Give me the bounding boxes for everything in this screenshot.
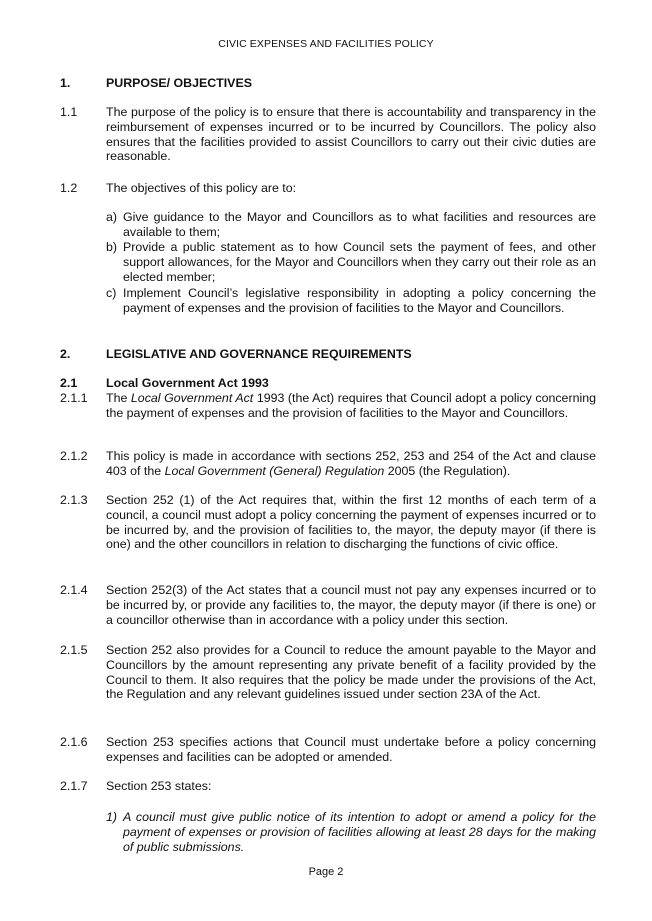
- section-2-title: LEGISLATIVE AND GOVERNANCE REQUIREMENTS: [106, 347, 412, 361]
- para-2-1-5-number: 2.1.5: [60, 643, 88, 657]
- quoted-provision: [106, 810, 596, 854]
- objective-item-b: [106, 240, 596, 284]
- regulation-title-italic: Local Government (General) Regulation: [164, 463, 385, 478]
- para-2-1-3-text: Section 252 (1) of the Act requires that, within the first 12 months of each term of a council, a council must adopt a policy concerning the payment of expenses incurred or to be incurred by, and the provision of facilities to, the mayor, the deputy mayor (if there is one) and the other councillors in relation to discharging the functions of civic office.: [106, 493, 596, 552]
- list-text: Implement Council’s legislative responsibility in adopting a policy concerning the payment of expenses and the provision of facilities to the Mayor and Councillors.: [123, 286, 596, 315]
- para-1-2-text: The objectives of this policy are to:: [106, 181, 297, 195]
- list-marker: a): [106, 210, 118, 224]
- para-1-2-number: 1.2: [60, 181, 78, 195]
- subsection-2-1-number: 2.1: [60, 376, 78, 390]
- quote-text: A council must give public notice of its intention to adopt or amend a policy for the payment of expenses or provision of facilities allowing at least 28 days for the making of public submissions.: [123, 810, 596, 854]
- text-run: The: [106, 391, 131, 405]
- running-header: CIVIC EXPENSES AND FACILITIES POLICY: [218, 38, 434, 50]
- text-run: 2005 (the Regulation).: [384, 463, 511, 478]
- objective-item-c: [106, 286, 596, 316]
- para-2-1-2-text: [106, 449, 596, 479]
- para-2-1-6-number: 2.1.6: [60, 735, 88, 749]
- para-2-1-5-text: Section 252 also provides for a Council to reduce the amount payable to the Mayor and Councillors by the amount representing any private benefit of a facility provided by the Council to them. It also requires that the policy be made under the provisions of the Act, the Regulation and any relevant guidelines issued under section 23A of the Act.: [106, 643, 596, 702]
- para-2-1-4-number: 2.1.4: [60, 583, 88, 597]
- list-marker: b): [106, 240, 118, 254]
- para-1-1-text: The purpose of the policy is to ensure that there is accountability and transparency in the reimbursement of expenses incurred or to be incurred by Councillors. The policy also ensures that the facilities provided to assist Councillors to carry out their civic duties are reasonable.: [106, 105, 596, 164]
- list-text: Provide a public statement as to how Council sets the payment of fees, and other support allowances, for the Mayor and Councillors when they carry out their role as an elected member;: [123, 240, 596, 284]
- para-2-1-4-text: Section 252(3) of the Act states that a council must not pay any expenses incurred or to be incurred by, or provide any facilities to, the mayor, the deputy mayor (if there is one) or a councillor otherwise than in accordance with a policy under this section.: [106, 583, 596, 627]
- section-1-title: PURPOSE/ OBJECTIVES: [106, 76, 252, 90]
- para-2-1-3-number: 2.1.3: [60, 493, 88, 507]
- subsection-2-1-title: Local Government Act 1993: [106, 376, 269, 390]
- para-2-1-1-number: 2.1.1: [60, 391, 88, 405]
- list-text: Give guidance to the Mayor and Councillors as to what facilities and resources are available to them;: [123, 210, 596, 239]
- para-2-1-7-text: Section 253 states:: [106, 779, 212, 793]
- list-marker: c): [106, 286, 117, 300]
- para-2-1-2-number: 2.1.2: [60, 449, 88, 463]
- quote-marker: 1): [106, 810, 118, 824]
- text-run: This policy is made in accordance with sections 252, 253 and 254 of the Act and clause 403 of the: [106, 449, 596, 478]
- page-number: Page 2: [308, 866, 344, 878]
- section-2-number: 2.: [60, 347, 71, 361]
- para-1-1-number: 1.1: [60, 105, 78, 119]
- para-2-1-7-number: 2.1.7: [60, 779, 88, 793]
- text-run: 1993 (the Act) requires that Council adopt a policy concerning the payment of expenses and the provision of facilities to the Mayor and Councillors.: [106, 391, 596, 420]
- objective-item-a: [106, 210, 596, 240]
- act-title-italic: Local Government Act: [130, 391, 254, 405]
- para-2-1-1-text: [106, 391, 596, 421]
- section-1-number: 1.: [60, 76, 71, 90]
- para-2-1-6-text: Section 253 specifies actions that Council must undertake before a policy concerning expenses and facilities can be adopted or amended.: [106, 735, 596, 764]
